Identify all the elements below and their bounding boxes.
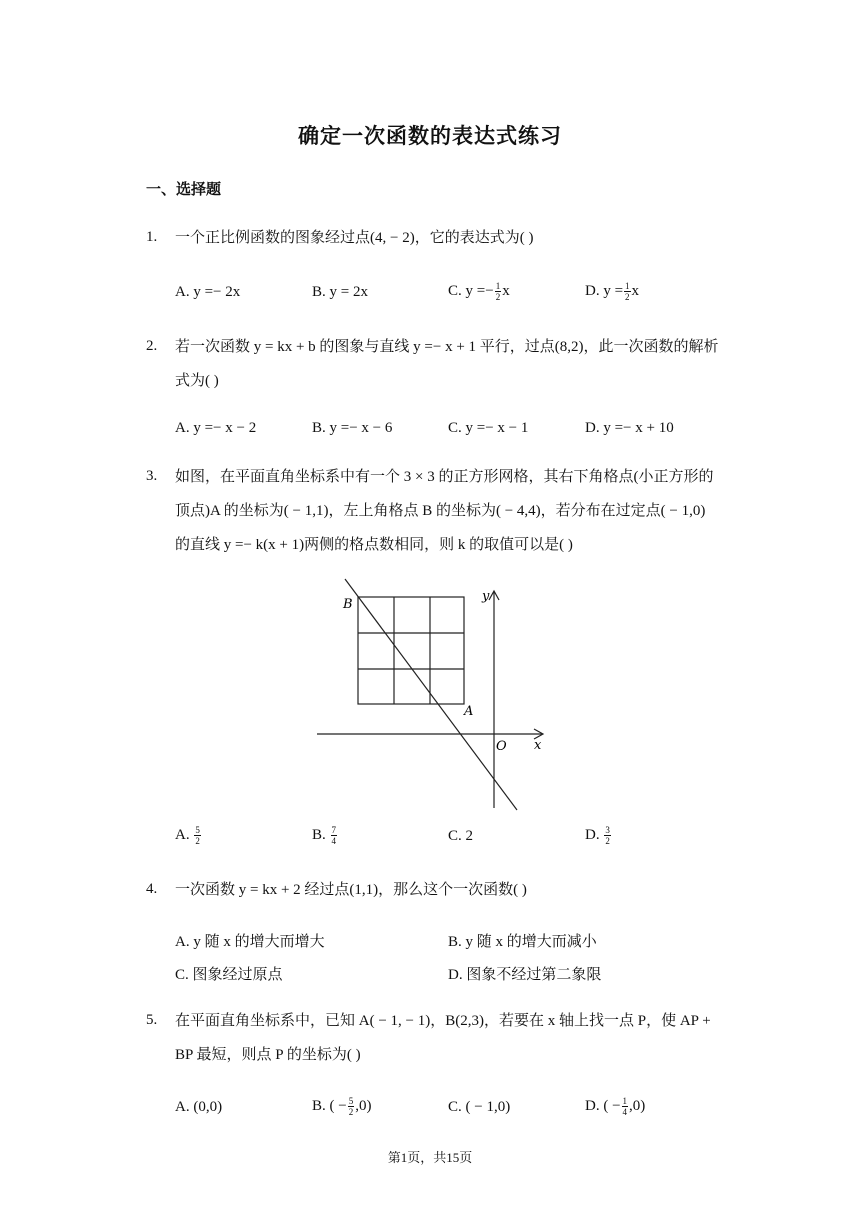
- fraction: [495, 281, 502, 302]
- page-title: 确定一次函数的表达式练习: [298, 124, 562, 148]
- question-2-option-c[interactable]: C. y =− x − 1: [448, 420, 529, 436]
- label-a: A: [464, 704, 474, 719]
- option-d-suffix: x: [631, 282, 640, 299]
- option-d-suffix: ,0): [629, 1097, 646, 1114]
- fraction-denominator: 4: [331, 836, 337, 846]
- question-5-option-d[interactable]: [585, 1096, 645, 1117]
- fraction-numerator: 1: [622, 1096, 628, 1106]
- question-5-text: 在平面直角坐标系中，已知 A( − 1, − 1)，B(2,3)，若要在 x 轴上找一点 P，使 AP + BP 最短，则点 P 的坐标为( ): [175, 1013, 711, 1063]
- fraction-denominator: 4: [622, 1107, 628, 1117]
- option-c-suffix: x: [502, 282, 510, 299]
- question-3-figure: [310, 572, 550, 817]
- option-d-prefix: D.: [585, 826, 600, 843]
- question-3-option-c[interactable]: C. 2: [448, 828, 474, 844]
- question-1-option-a[interactable]: A. y =− 2x: [175, 284, 241, 300]
- fraction-numerator: 5: [195, 825, 200, 835]
- option-b-prefix: B.: [312, 826, 326, 843]
- question-1-option-b[interactable]: B. y = 2x: [312, 284, 368, 300]
- option-a-prefix: A.: [175, 826, 190, 843]
- question-4-text: 一次函数 y = kx + 2 经过点(1,1)，那么这个一次函数( ): [175, 882, 527, 898]
- label-x-axis: x: [534, 738, 542, 753]
- question-5-option-b[interactable]: [312, 1096, 371, 1117]
- question-4-option-a[interactable]: A. y 随 x 的增大而增大: [175, 934, 325, 950]
- question-5-option-c[interactable]: C. ( − 1,0): [448, 1099, 511, 1115]
- question-4-number: 4.: [146, 881, 158, 897]
- question-1-number: 1.: [146, 229, 158, 245]
- fraction: [604, 825, 611, 846]
- question-2-option-d[interactable]: D. y =− x + 10: [585, 420, 674, 436]
- grid-outline: [358, 597, 464, 704]
- question-4-option-c[interactable]: C. 图象经过原点: [175, 967, 283, 983]
- fraction: [622, 1096, 629, 1117]
- fraction-numerator: 1: [495, 281, 501, 291]
- question-2-text: 若一次函数 y = kx + b 的图象与直线 y =− x + 1 平行，过点(8,2)，此一次函数的解析式为( ): [175, 339, 719, 389]
- fraction-numerator: 5: [348, 1096, 354, 1106]
- question-1-option-d[interactable]: [585, 281, 639, 302]
- fraction-denominator: 2: [605, 836, 610, 846]
- section-heading: 一、选择题: [146, 182, 222, 198]
- page-footer: 第1页，共15页: [387, 1150, 473, 1165]
- question-2-option-a[interactable]: A. y =− x − 2: [175, 420, 257, 436]
- question-3-option-b[interactable]: [312, 825, 338, 846]
- question-2-option-b[interactable]: B. y =− x − 6: [312, 420, 393, 436]
- question-3-number: 3.: [146, 468, 158, 484]
- question-3-option-d[interactable]: [585, 825, 612, 846]
- line-through-point: [345, 579, 517, 810]
- fraction: [348, 1096, 355, 1117]
- question-5-option-a[interactable]: A. (0,0): [175, 1099, 223, 1115]
- question-2-number: 2.: [146, 338, 158, 354]
- fraction: [194, 825, 201, 846]
- fraction: [331, 825, 338, 846]
- fraction: [624, 281, 631, 302]
- question-3-text: 如图，在平面直角坐标系中有一个 3 × 3 的正方形网格，其右下角格点(小正方形的顶点)A 的坐标为( − 1,1)，左上角格点 B 的坐标为( − 4,4)，若分布在过定点( − 1,0)的直线 y =− k(x + 1)两侧的格点数相同，则 k 的取值可以是( ): [175, 469, 714, 553]
- grid: [358, 597, 464, 704]
- option-d-prefix: D. ( −: [585, 1097, 621, 1114]
- question-3-option-a[interactable]: [175, 825, 202, 846]
- question-4-option-b[interactable]: B. y 随 x 的增大而减小: [448, 934, 597, 950]
- question-1-text: 一个正比例函数的图象经过点(4, − 2)，它的表达式为( ): [175, 230, 534, 246]
- fraction-numerator: 7: [331, 825, 337, 835]
- fraction-denominator: 2: [348, 1107, 354, 1117]
- fraction-numerator: 1: [625, 281, 630, 291]
- question-5-number: 5.: [146, 1012, 158, 1028]
- option-c-prefix: C. y =−: [448, 282, 494, 299]
- label-b: B: [343, 597, 353, 612]
- option-b-suffix: ,0): [355, 1097, 372, 1114]
- question-1-option-c[interactable]: [448, 281, 510, 302]
- fraction-denominator: 2: [495, 292, 501, 302]
- fraction-denominator: 2: [195, 836, 200, 846]
- fraction-denominator: 2: [625, 292, 630, 302]
- question-4-option-d[interactable]: D. 图象不经过第二象限: [448, 967, 602, 983]
- label-origin: O: [496, 739, 507, 754]
- fraction-numerator: 3: [605, 825, 610, 835]
- label-y-axis: y: [482, 589, 490, 604]
- option-b-prefix: B. ( −: [312, 1097, 347, 1114]
- option-d-prefix: D. y =: [585, 282, 624, 299]
